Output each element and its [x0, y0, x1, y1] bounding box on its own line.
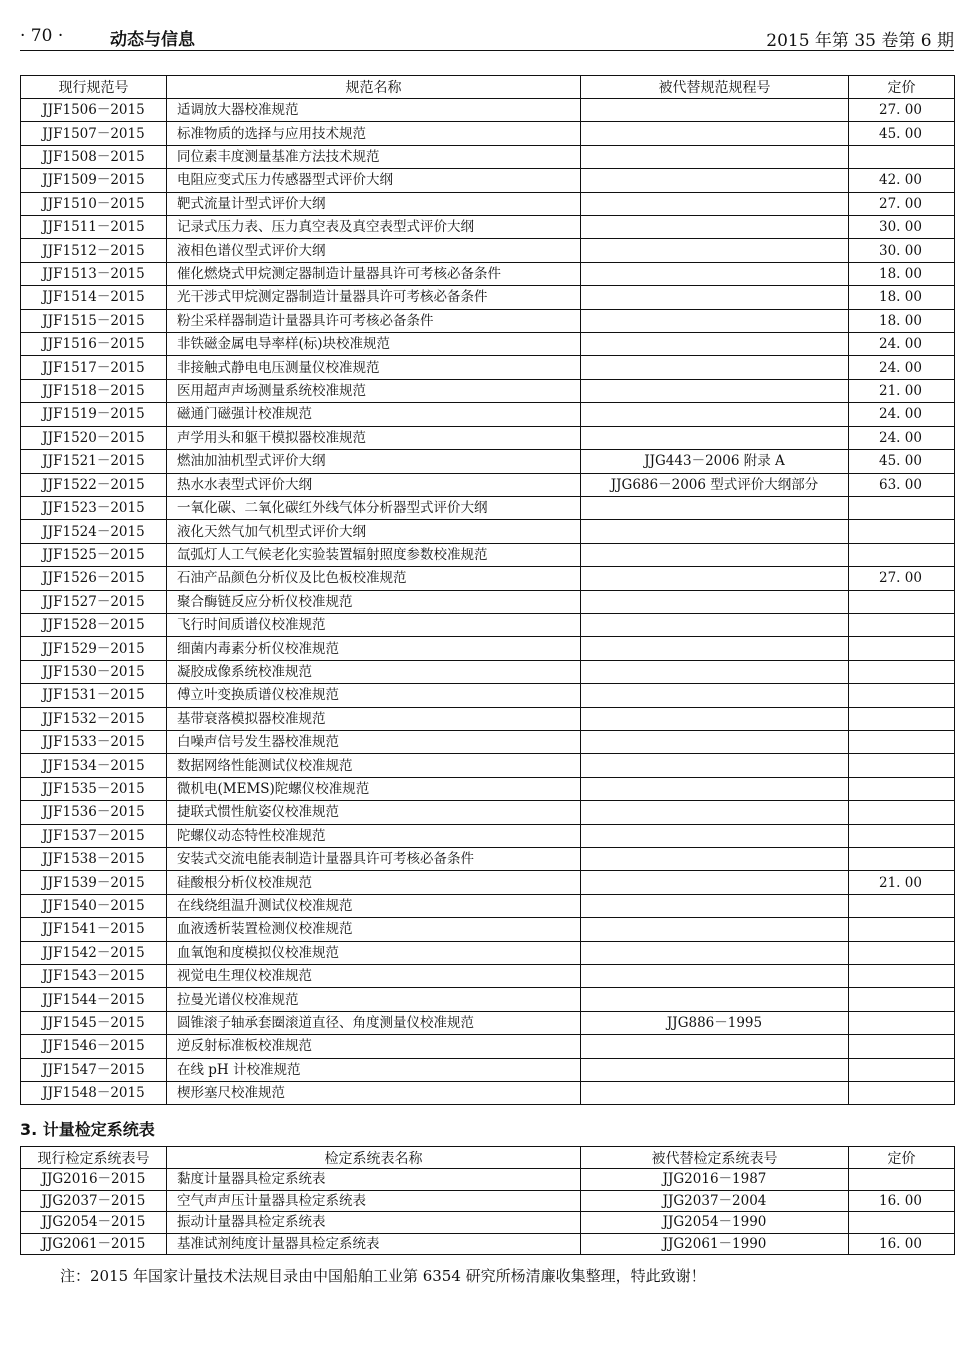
cell-name: 圆锥滚子轴承套圈滚道直径、角度测量仪校准规范 [167, 1011, 581, 1034]
cell-code: JJG2061－2015 [21, 1233, 167, 1255]
cell-code: JJG2016－2015 [21, 1169, 167, 1191]
cell-code: JJF1540－2015 [21, 894, 167, 917]
table-row [21, 122, 955, 145]
cell-price [849, 707, 955, 730]
table-row [21, 216, 955, 239]
cell-name: 在线 pH 计校准规范 [167, 1058, 581, 1081]
cell-replaced [581, 99, 849, 122]
cell-replaced [581, 286, 849, 309]
cell-code: JJF1545－2015 [21, 1011, 167, 1034]
table-row [21, 99, 955, 122]
cell-replaced [581, 379, 849, 402]
cell-price: 27. 00 [849, 99, 955, 122]
cell-code: JJF1532－2015 [21, 707, 167, 730]
cell-name: 飞行时间质谱仪校准规范 [167, 613, 581, 636]
cell-price: 24. 00 [849, 333, 955, 356]
table-row [21, 988, 955, 1011]
cell-code: JJF1531－2015 [21, 684, 167, 707]
col-header-name: 检定系统表名称 [167, 1147, 581, 1169]
col-header-price: 定价 [849, 1147, 955, 1169]
table-row [21, 1011, 955, 1034]
table-row [21, 1082, 955, 1105]
cell-price: 21. 00 [849, 871, 955, 894]
cell-price [849, 777, 955, 800]
cell-code: JJF1529－2015 [21, 637, 167, 660]
cell-replaced [581, 801, 849, 824]
col-header-name: 规范名称 [167, 76, 581, 99]
cell-name: 氙弧灯人工气候老化实验装置辐射照度参数校准规范 [167, 543, 581, 566]
cell-name: 在线绕组温升测试仪校准规范 [167, 894, 581, 917]
cell-price [849, 965, 955, 988]
table-row [21, 192, 955, 215]
cell-replaced [581, 1035, 849, 1058]
regulation-table-body [21, 99, 955, 1105]
cell-replaced [581, 637, 849, 660]
cell-name: 电阻应变式压力传感器型式评价大纲 [167, 169, 581, 192]
cell-code: JJF1534－2015 [21, 754, 167, 777]
cell-replaced [581, 590, 849, 613]
cell-replaced [581, 333, 849, 356]
cell-replaced [581, 567, 849, 590]
cell-name: 拉曼光谱仪校准规范 [167, 988, 581, 1011]
cell-name: 一氧化碳、二氧化碳红外线气体分析器型式评价大纲 [167, 496, 581, 519]
cell-code: JJF1548－2015 [21, 1082, 167, 1105]
cell-name: 安装式交流电能表制造计量器具许可考核必备条件 [167, 848, 581, 871]
cell-name: 光干涉式甲烷测定器制造计量器具许可考核必备条件 [167, 286, 581, 309]
cell-price [849, 613, 955, 636]
cell-name: 空气声声压计量器具检定系统表 [167, 1190, 581, 1212]
cell-code: JJF1525－2015 [21, 543, 167, 566]
cell-code: JJF1530－2015 [21, 660, 167, 683]
table-row [21, 520, 955, 543]
cell-name: 液相色谱仪型式评价大纲 [167, 239, 581, 262]
cell-price [849, 824, 955, 847]
cell-replaced [581, 1082, 849, 1105]
cell-price [849, 637, 955, 660]
table-row [21, 965, 955, 988]
cell-code: JJF1528－2015 [21, 613, 167, 636]
cell-code: JJF1516－2015 [21, 333, 167, 356]
cell-name: 数据网络性能测试仪校准规范 [167, 754, 581, 777]
cell-price: 45. 00 [849, 450, 955, 473]
table-row [21, 543, 955, 566]
cell-name: 记录式压力表、压力真空表及真空表型式评价大纲 [167, 216, 581, 239]
cell-price [849, 1011, 955, 1034]
cell-code: JJF1511－2015 [21, 216, 167, 239]
cell-replaced [581, 520, 849, 543]
cell-replaced [581, 262, 849, 285]
cell-replaced [581, 988, 849, 1011]
cell-code: JJF1547－2015 [21, 1058, 167, 1081]
acknowledgement-note: 注：2015 年国家计量技术法规目录由中国船舶工业第 6354 研究所杨清廉收集整理，特此致谢！ [60, 1267, 706, 1285]
table-row [21, 941, 955, 964]
cell-name: 热水水表型式评价大纲 [167, 473, 581, 496]
cell-name: 标准物质的选择与应用技术规范 [167, 122, 581, 145]
col-header-replaced: 被代替检定系统表号 [581, 1147, 849, 1169]
journal-title: 动态与信息 [110, 30, 195, 50]
cell-name: 基准试剂纯度计量器具检定系统表 [167, 1233, 581, 1255]
table-row [21, 426, 955, 449]
verification-system-table [20, 1146, 955, 1255]
cell-code: JJF1546－2015 [21, 1035, 167, 1058]
table-row [21, 824, 955, 847]
cell-replaced [581, 309, 849, 332]
cell-price: 27. 00 [849, 567, 955, 590]
cell-price: 21. 00 [849, 379, 955, 402]
cell-price [849, 660, 955, 683]
cell-replaced [581, 122, 849, 145]
table-row [21, 590, 955, 613]
table-row [21, 145, 955, 168]
cell-replaced: JJG2061－1990 [581, 1233, 849, 1255]
cell-replaced [581, 965, 849, 988]
table-row [21, 333, 955, 356]
col-header-code: 现行检定系统表号 [21, 1147, 167, 1169]
cell-replaced [581, 1058, 849, 1081]
cell-price [849, 1058, 955, 1081]
table-row [21, 684, 955, 707]
table-row [21, 613, 955, 636]
cell-price: 30. 00 [849, 239, 955, 262]
cell-name: 傅立叶变换质谱仪校准规范 [167, 684, 581, 707]
cell-replaced: JJG686－2006 型式评价大纲部分 [581, 473, 849, 496]
cell-name: 适调放大器校准规范 [167, 99, 581, 122]
cell-code: JJG2054－2015 [21, 1212, 167, 1234]
cell-price [849, 848, 955, 871]
table-row [21, 239, 955, 262]
table-row [21, 379, 955, 402]
section-title: 3. 计量检定系统表 [20, 1120, 155, 1139]
cell-name: 液化天然气加气机型式评价大纲 [167, 520, 581, 543]
table-row [21, 660, 955, 683]
table-row [21, 918, 955, 941]
cell-name: 声学用头和躯干模拟器校准规范 [167, 426, 581, 449]
page-header [20, 24, 954, 51]
cell-name: 非铁磁金属电导率样(标)块校准规范 [167, 333, 581, 356]
cell-price: 24. 00 [849, 426, 955, 449]
cell-name: 催化燃烧式甲烷测定器制造计量器具许可考核必备条件 [167, 262, 581, 285]
table-row [21, 169, 955, 192]
cell-code: JJF1512－2015 [21, 239, 167, 262]
cell-replaced [581, 918, 849, 941]
cell-code: JJF1519－2015 [21, 403, 167, 426]
cell-code: JJF1521－2015 [21, 450, 167, 473]
cell-name: 陀螺仪动态特性校准规范 [167, 824, 581, 847]
cell-price: 18. 00 [849, 262, 955, 285]
table-row [21, 730, 955, 753]
table-row [21, 356, 955, 379]
cell-name: 振动计量器具检定系统表 [167, 1212, 581, 1234]
cell-replaced [581, 684, 849, 707]
cell-name: 凝胶成像系统校准规范 [167, 660, 581, 683]
cell-name: 逆反射标准板校准规范 [167, 1035, 581, 1058]
cell-name: 基带衰落模拟器校准规范 [167, 707, 581, 730]
table-row [21, 450, 955, 473]
cell-code: JJF1518－2015 [21, 379, 167, 402]
col-header-replaced: 被代替规范规程号 [581, 76, 849, 99]
cell-price [849, 145, 955, 168]
table-row [21, 567, 955, 590]
cell-name: 血氧饱和度模拟仪校准规范 [167, 941, 581, 964]
cell-price: 45. 00 [849, 122, 955, 145]
cell-code: JJF1506－2015 [21, 99, 167, 122]
cell-replaced [581, 356, 849, 379]
cell-replaced [581, 824, 849, 847]
cell-replaced [581, 848, 849, 871]
cell-code: JJF1522－2015 [21, 473, 167, 496]
table-row [21, 894, 955, 917]
table-row [21, 1233, 955, 1255]
cell-price [849, 590, 955, 613]
cell-code: JJF1513－2015 [21, 262, 167, 285]
cell-replaced [581, 754, 849, 777]
table-row [21, 637, 955, 660]
regulation-table [20, 75, 955, 1105]
cell-name: 石油产品颜色分析仪及比色板校准规范 [167, 567, 581, 590]
col-header-price: 定价 [849, 76, 955, 99]
cell-code: JJF1515－2015 [21, 309, 167, 332]
cell-price: 18. 00 [849, 286, 955, 309]
cell-name: 楔形塞尺校准规范 [167, 1082, 581, 1105]
cell-price [849, 801, 955, 824]
cell-code: JJG2037－2015 [21, 1190, 167, 1212]
table-row [21, 777, 955, 800]
table-row [21, 309, 955, 332]
cell-replaced: JJG886－1995 [581, 1011, 849, 1034]
cell-replaced: JJG443－2006 附录 A [581, 450, 849, 473]
table-row [21, 1190, 955, 1212]
cell-name: 硅酸根分析仪校准规范 [167, 871, 581, 894]
table-row [21, 496, 955, 519]
table-row [21, 801, 955, 824]
cell-price [849, 918, 955, 941]
table-row [21, 1035, 955, 1058]
cell-replaced [581, 169, 849, 192]
cell-replaced [581, 871, 849, 894]
cell-price [849, 941, 955, 964]
cell-name: 黏度计量器具检定系统表 [167, 1169, 581, 1191]
cell-replaced: JJG2016－1987 [581, 1169, 849, 1191]
table-row [21, 286, 955, 309]
cell-replaced [581, 543, 849, 566]
cell-code: JJF1526－2015 [21, 567, 167, 590]
cell-price: 42. 00 [849, 169, 955, 192]
cell-code: JJF1538－2015 [21, 848, 167, 871]
cell-price [849, 730, 955, 753]
cell-price [849, 894, 955, 917]
cell-name: 捷联式惯性航姿仪校准规范 [167, 801, 581, 824]
cell-replaced [581, 894, 849, 917]
table-row [21, 1058, 955, 1081]
table-row [21, 1212, 955, 1234]
table-row [21, 473, 955, 496]
cell-name: 燃油加油机型式评价大纲 [167, 450, 581, 473]
cell-code: JJF1524－2015 [21, 520, 167, 543]
cell-price: 24. 00 [849, 356, 955, 379]
cell-replaced: JJG2054－1990 [581, 1212, 849, 1234]
cell-price [849, 543, 955, 566]
table-row [21, 754, 955, 777]
cell-code: JJF1544－2015 [21, 988, 167, 1011]
cell-price [849, 496, 955, 519]
cell-code: JJF1523－2015 [21, 496, 167, 519]
page-number: · 70 · [20, 26, 64, 46]
table-row [21, 871, 955, 894]
cell-code: JJF1543－2015 [21, 965, 167, 988]
cell-replaced [581, 496, 849, 519]
cell-price: 18. 00 [849, 309, 955, 332]
cell-replaced [581, 403, 849, 426]
cell-price: 30. 00 [849, 216, 955, 239]
cell-replaced [581, 660, 849, 683]
cell-name: 靶式流量计型式评价大纲 [167, 192, 581, 215]
cell-code: JJF1507－2015 [21, 122, 167, 145]
table-row [21, 262, 955, 285]
cell-replaced [581, 777, 849, 800]
cell-code: JJF1537－2015 [21, 824, 167, 847]
cell-code: JJF1541－2015 [21, 918, 167, 941]
cell-replaced [581, 216, 849, 239]
cell-name: 粉尘采样器制造计量器具许可考核必备条件 [167, 309, 581, 332]
cell-price: 16. 00 [849, 1233, 955, 1255]
cell-code: JJF1527－2015 [21, 590, 167, 613]
cell-code: JJF1510－2015 [21, 192, 167, 215]
cell-code: JJF1533－2015 [21, 730, 167, 753]
cell-code: JJF1514－2015 [21, 286, 167, 309]
cell-name: 白噪声信号发生器校准规范 [167, 730, 581, 753]
cell-name: 同位素丰度测量基准方法技术规范 [167, 145, 581, 168]
cell-replaced [581, 941, 849, 964]
cell-price [849, 520, 955, 543]
cell-name: 细菌内毒素分析仪校准规范 [167, 637, 581, 660]
cell-price [849, 988, 955, 1011]
cell-price [849, 1082, 955, 1105]
cell-replaced [581, 707, 849, 730]
cell-replaced [581, 613, 849, 636]
cell-name: 非接触式静电电压测量仪校准规范 [167, 356, 581, 379]
cell-price [849, 1035, 955, 1058]
verification-system-table-body [21, 1169, 955, 1255]
cell-code: JJF1536－2015 [21, 801, 167, 824]
cell-price: 24. 00 [849, 403, 955, 426]
cell-name: 血液透析装置检测仪校准规范 [167, 918, 581, 941]
cell-code: JJF1542－2015 [21, 941, 167, 964]
cell-name: 视觉电生理仪校准规范 [167, 965, 581, 988]
table-row [21, 1169, 955, 1191]
cell-replaced [581, 145, 849, 168]
cell-code: JJF1508－2015 [21, 145, 167, 168]
cell-replaced [581, 426, 849, 449]
cell-name: 聚合酶链反应分析仪校准规范 [167, 590, 581, 613]
cell-code: JJF1509－2015 [21, 169, 167, 192]
cell-replaced [581, 730, 849, 753]
col-header-code: 现行规范号 [21, 76, 167, 99]
cell-price [849, 1212, 955, 1234]
table-row [21, 707, 955, 730]
cell-code: JJF1517－2015 [21, 356, 167, 379]
table-header-row [21, 1147, 955, 1169]
cell-code: JJF1520－2015 [21, 426, 167, 449]
cell-price [849, 684, 955, 707]
cell-code: JJF1535－2015 [21, 777, 167, 800]
cell-name: 微机电(MEMS)陀螺仪校准规范 [167, 777, 581, 800]
table-header-row [21, 76, 955, 99]
table-row [21, 848, 955, 871]
cell-replaced [581, 192, 849, 215]
table-row [21, 403, 955, 426]
cell-name: 磁通门磁强计校准规范 [167, 403, 581, 426]
cell-name: 医用超声声场测量系统校准规范 [167, 379, 581, 402]
cell-replaced: JJG2037－2004 [581, 1190, 849, 1212]
cell-price: 27. 00 [849, 192, 955, 215]
cell-replaced [581, 239, 849, 262]
issue-info: 2015 年第 35 卷第 6 期 [766, 31, 954, 51]
cell-price [849, 754, 955, 777]
cell-price: 16. 00 [849, 1190, 955, 1212]
cell-price [849, 1169, 955, 1191]
cell-code: JJF1539－2015 [21, 871, 167, 894]
cell-price: 63. 00 [849, 473, 955, 496]
